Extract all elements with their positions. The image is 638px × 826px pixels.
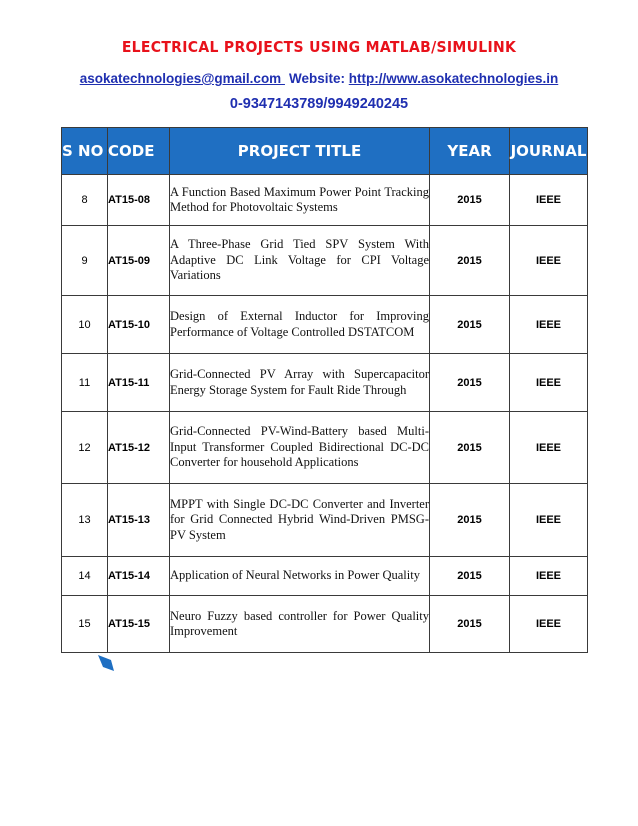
row-year: 2015	[430, 296, 510, 354]
column-header-sno: S NO	[62, 128, 108, 175]
email-link[interactable]: asokatechnologies@gmail.com	[79, 71, 285, 86]
row-code: AT15-08	[108, 175, 170, 226]
row-code: AT15-12	[108, 412, 170, 484]
website-link[interactable]: http://www.asokatechnologies.in	[348, 71, 559, 86]
page-title: ELECTRICAL PROJECTS USING MATLAB/SIMULINK	[121, 39, 517, 57]
row-code: AT15-09	[108, 226, 170, 296]
row-journal: IEEE	[510, 354, 588, 412]
table-row	[62, 296, 588, 354]
row-title: Grid-Connected PV-Wind-Battery based Multi-Input Transformer Coupled Bidirectional DC-DC Converter for household Applications	[170, 412, 430, 484]
table-row	[62, 354, 588, 412]
column-header-year: YEAR	[430, 128, 510, 175]
row-sno: 15	[62, 596, 108, 653]
blue-pin-marker-icon	[97, 654, 115, 672]
column-header-title: PROJECT TITLE	[170, 128, 430, 175]
row-code: AT15-15	[108, 596, 170, 653]
row-journal: IEEE	[510, 175, 588, 226]
row-journal: IEEE	[510, 557, 588, 596]
row-title: A Three-Phase Grid Tied SPV System With Adaptive DC Link Voltage for CPI Voltage Variations	[170, 226, 430, 296]
row-journal: IEEE	[510, 226, 588, 296]
row-sno: 14	[62, 557, 108, 596]
row-journal: IEEE	[510, 484, 588, 557]
table-row	[62, 175, 588, 226]
row-code: AT15-13	[108, 484, 170, 557]
table-row	[62, 412, 588, 484]
row-title: Neuro Fuzzy based controller for Power Quality Improvement	[170, 596, 430, 653]
website-label: Website:	[288, 71, 345, 86]
row-journal: IEEE	[510, 412, 588, 484]
row-year: 2015	[430, 412, 510, 484]
row-sno: 10	[62, 296, 108, 354]
row-title: MPPT with Single DC-DC Converter and Inverter for Grid Connected Hybrid Wind-Driven PMSG-PV System	[170, 484, 430, 557]
contact-line	[0, 71, 638, 86]
row-year: 2015	[430, 484, 510, 557]
row-year: 2015	[430, 557, 510, 596]
column-header-journal: JOURNAL	[510, 128, 588, 175]
table-row	[62, 596, 588, 653]
row-sno: 13	[62, 484, 108, 557]
row-sno: 11	[62, 354, 108, 412]
row-title: Grid-Connected PV Array with Supercapacitor Energy Storage System for Fault Ride Through	[170, 354, 430, 412]
row-title: A Function Based Maximum Power Point Tracking Method for Photovoltaic Systems	[170, 175, 430, 226]
row-year: 2015	[430, 226, 510, 296]
row-sno: 12	[62, 412, 108, 484]
row-code: AT15-14	[108, 557, 170, 596]
table-row	[62, 226, 588, 296]
table-row	[62, 557, 588, 596]
row-code: AT15-10	[108, 296, 170, 354]
table-header-row	[62, 128, 588, 175]
row-journal: IEEE	[510, 296, 588, 354]
row-sno: 9	[62, 226, 108, 296]
row-title: Design of External Inductor for Improving Performance of Voltage Controlled DSTATCOM	[170, 296, 430, 354]
table-row	[62, 484, 588, 557]
column-header-code: CODE	[108, 128, 170, 175]
row-code: AT15-11	[108, 354, 170, 412]
phone-numbers: 0-9347143789/9949240245	[229, 96, 409, 112]
row-year: 2015	[430, 596, 510, 653]
projects-table	[61, 127, 588, 653]
row-sno: 8	[62, 175, 108, 226]
row-title: Application of Neural Networks in Power Quality	[170, 557, 430, 596]
row-year: 2015	[430, 354, 510, 412]
row-year: 2015	[430, 175, 510, 226]
row-journal: IEEE	[510, 596, 588, 653]
